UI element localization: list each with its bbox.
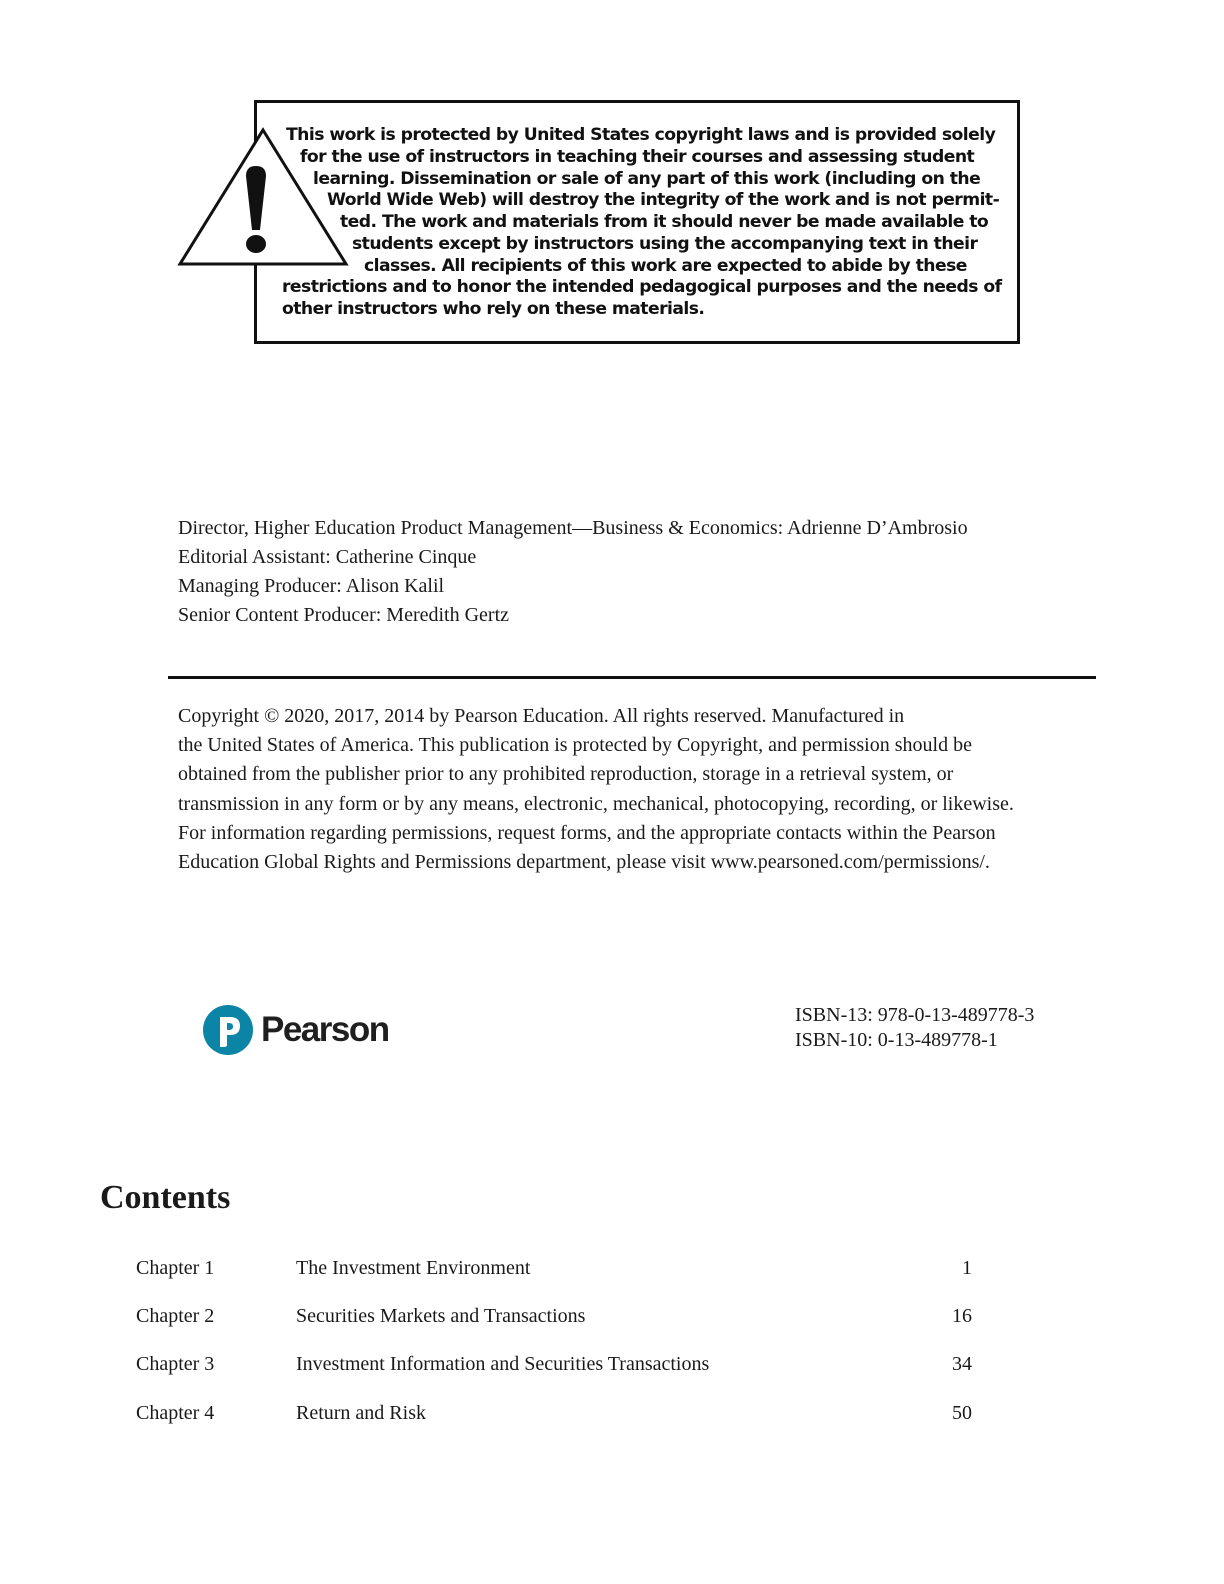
toc-title: Investment Information and Securities Transactions bbox=[296, 1353, 710, 1375]
credit-line: Managing Producer: Alison Kalil bbox=[178, 575, 445, 597]
notice-line: restrictions and to honor the intended pedagogical purposes and the needs of bbox=[282, 277, 1002, 297]
credit-line: Director, Higher Education Product Management—Business & Economics: Adrienne D’Ambrosio bbox=[178, 517, 968, 539]
copyright-line: Copyright © 2020, 2017, 2014 by Pearson Education. All rights reserved. Manufactured in bbox=[178, 705, 905, 727]
pearson-p-icon bbox=[203, 1005, 253, 1055]
toc-page: 50 bbox=[952, 1402, 972, 1424]
isbn-13: ISBN-13: 978-0-13-489778-3 bbox=[795, 1004, 1035, 1026]
horizontal-divider bbox=[168, 676, 1096, 679]
isbn-10: ISBN-10: 0-13-489778-1 bbox=[795, 1029, 998, 1051]
toc-title: Securities Markets and Transactions bbox=[296, 1305, 586, 1327]
credit-line: Editorial Assistant: Catherine Cinque bbox=[178, 546, 477, 568]
notice-line: for the use of instructors in teaching their courses and assessing student bbox=[300, 147, 975, 167]
toc-page: 16 bbox=[952, 1305, 972, 1327]
toc-row[interactable] bbox=[0, 1350, 1224, 1380]
toc-page: 1 bbox=[962, 1257, 972, 1279]
toc-title: The Investment Environment bbox=[296, 1257, 531, 1279]
notice-line: learning. Dissemination or sale of any part of this work (including on the bbox=[313, 169, 981, 189]
copyright-line: transmission in any form or by any means, electronic, mechanical, photocopying, recording, or likewise. bbox=[178, 793, 1014, 815]
notice-line: classes. All recipients of this work are expected to abide by these bbox=[364, 256, 967, 276]
notice-line: World Wide Web) will destroy the integrity of the work and is not permit- bbox=[327, 190, 1000, 210]
toc-chapter: Chapter 2 bbox=[136, 1305, 215, 1327]
pearson-logo bbox=[203, 1002, 389, 1058]
notice-line: ted. The work and materials from it should never be made available to bbox=[340, 212, 989, 232]
pearson-wordmark: Pearson bbox=[261, 1010, 389, 1049]
credit-line: Senior Content Producer: Meredith Gertz bbox=[178, 604, 510, 626]
contents-heading: Contents bbox=[100, 1179, 231, 1216]
toc-row[interactable] bbox=[0, 1302, 1224, 1332]
toc-chapter: Chapter 3 bbox=[136, 1353, 215, 1375]
toc-title: Return and Risk bbox=[296, 1402, 426, 1424]
copyright-line: the United States of America. This publication is protected by Copyright, and permission should be bbox=[178, 734, 972, 756]
notice-line: students except by instructors using the accompanying text in their bbox=[352, 234, 978, 254]
toc-row[interactable] bbox=[0, 1254, 1224, 1284]
notice-line: This work is protected by United States copyright laws and is provided solely bbox=[286, 125, 996, 145]
notice-line: other instructors who rely on these materials. bbox=[282, 299, 705, 319]
toc-row[interactable] bbox=[0, 1399, 1224, 1429]
copyright-line: For information regarding permissions, request forms, and the appropriate contacts within the Pearson bbox=[178, 822, 996, 844]
toc-chapter: Chapter 4 bbox=[136, 1402, 215, 1424]
toc-chapter: Chapter 1 bbox=[136, 1257, 215, 1279]
copyright-line: Education Global Rights and Permissions department, please visit www.pearsoned.com/permissions/. bbox=[178, 851, 990, 873]
copyright-line: obtained from the publisher prior to any prohibited reproduction, storage in a retrieval system, or bbox=[178, 763, 954, 785]
toc-page: 34 bbox=[952, 1353, 972, 1375]
